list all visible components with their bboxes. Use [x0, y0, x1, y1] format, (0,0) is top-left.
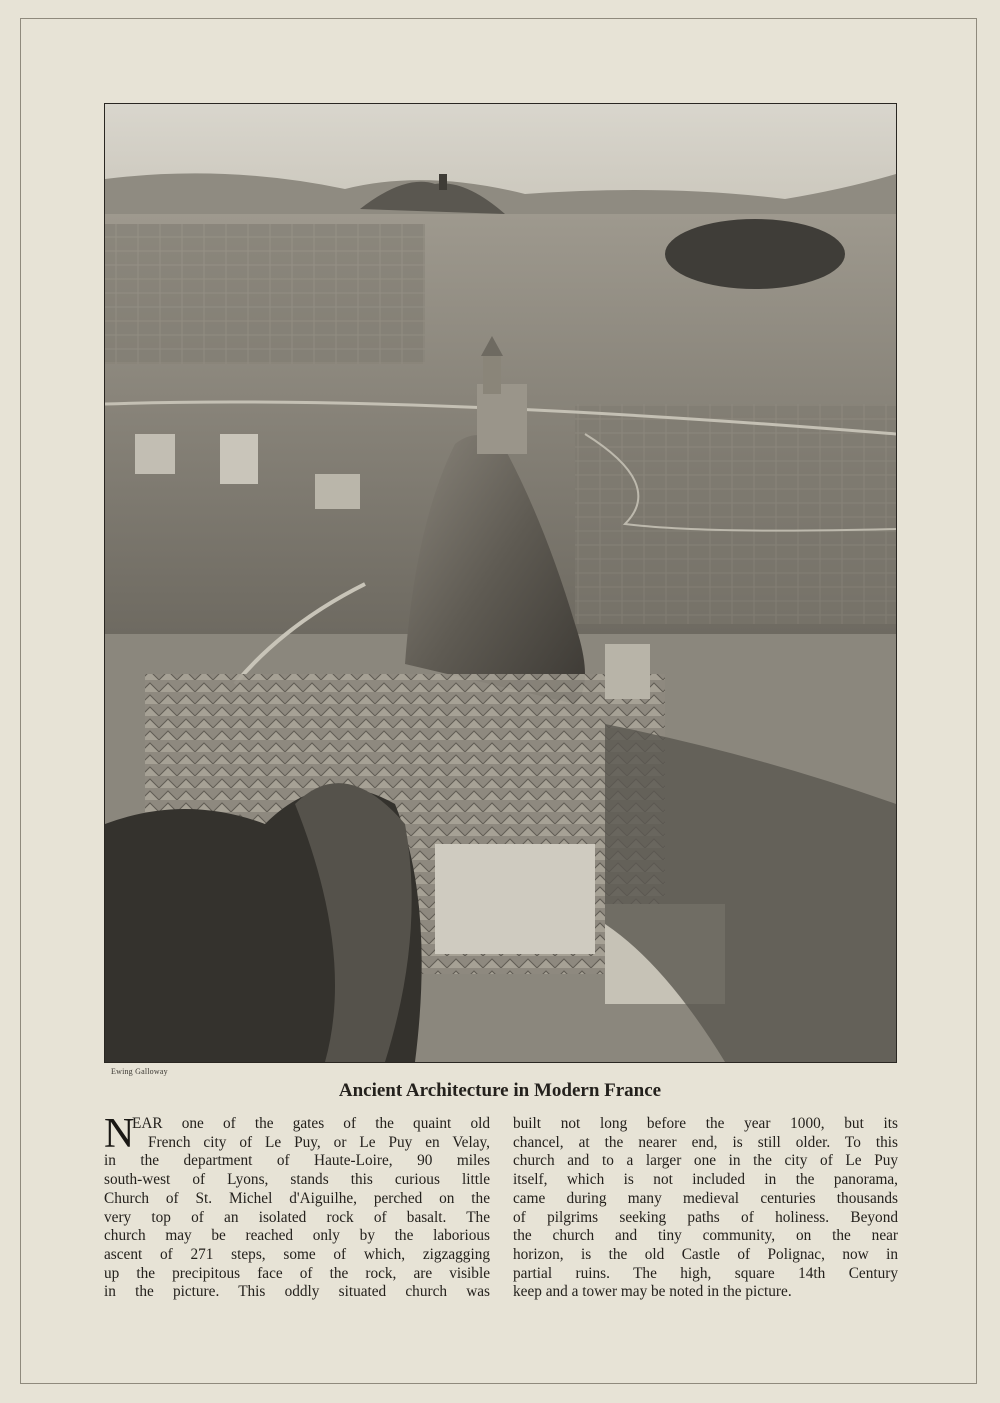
article-line: Church of St. Michel d'Aiguilhe, perched on the	[104, 1189, 490, 1207]
article-line: south-west of Lyons, stands this curious little	[104, 1171, 490, 1189]
article-line: French city of Le Puy, or Le Puy en Velay,	[148, 1133, 490, 1151]
article-line: in the department of Haute-Loire, 90 miles	[104, 1152, 490, 1170]
article-line: very top of an isolated rock of basalt. The	[104, 1208, 490, 1226]
article-line: up the precipitous face of the rock, are visible	[104, 1264, 490, 1282]
landscape-photograph	[104, 103, 897, 1063]
article-column-left	[104, 1111, 490, 1302]
photo-credit: Ewing Galloway	[111, 1067, 168, 1076]
article-line: the church and tiny community, on the near	[513, 1227, 898, 1245]
article-line: partial ruins. The high, square 14th Century	[513, 1264, 898, 1282]
photo-illustration	[105, 104, 896, 1062]
article-line: in the picture. This oddly situated church was	[104, 1283, 490, 1301]
drop-cap: N	[104, 1111, 135, 1157]
article-headline: Ancient Architecture in Modern France	[338, 1080, 662, 1101]
article-line: horizon, is the old Castle of Polignac, now in	[513, 1245, 898, 1263]
article-line: chancel, at the nearer end, is still older. To this	[513, 1133, 898, 1151]
article-line: itself, which is not included in the panorama,	[513, 1171, 898, 1189]
article-line: built not long before the year 1000, but its	[513, 1115, 898, 1132]
article-line: came during many medieval centuries thousands	[513, 1189, 898, 1207]
article-line: of pilgrims seeking paths of holiness. Beyond	[513, 1208, 898, 1226]
article-line: EAR one of the gates of the quaint old	[132, 1115, 490, 1132]
article-line: keep and a tower may be noted in the picture.	[513, 1283, 792, 1301]
article-line: church and to a larger one in the city of Le Puy	[513, 1152, 898, 1170]
article-line: church may be reached only by the laborious	[104, 1227, 490, 1245]
article-line: ascent of 271 steps, some of which, zigzagging	[104, 1245, 490, 1263]
article-column-right	[513, 1115, 898, 1302]
